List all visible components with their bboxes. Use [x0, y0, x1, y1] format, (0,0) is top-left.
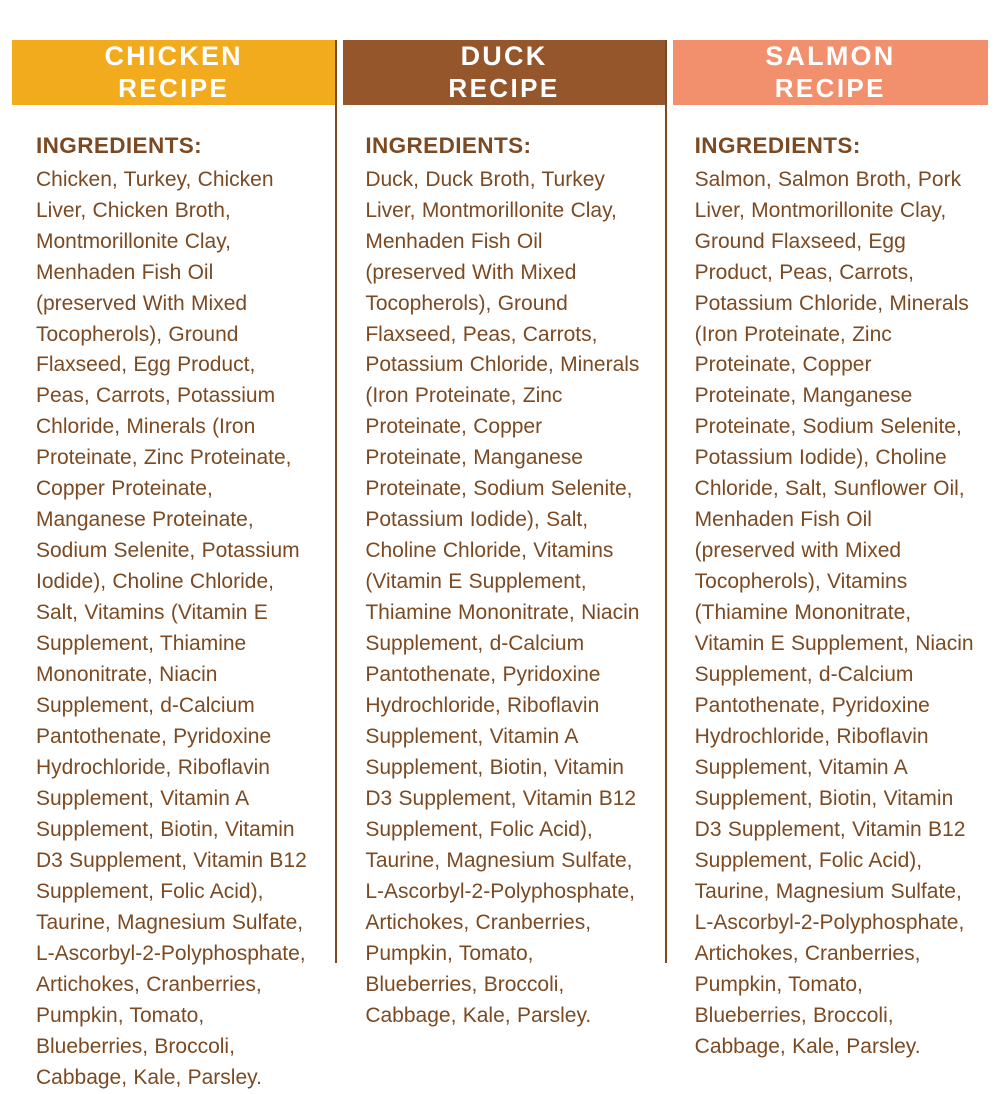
ingredients-label-chicken: INGREDIENTS:: [36, 132, 203, 158]
recipe-word-salmon: RECIPE: [774, 72, 886, 103]
recipe-name-salmon: SALMON: [765, 41, 896, 71]
recipe-body-salmon: [665, 105, 994, 1063]
ingredients-text-duck: Duck, Duck Broth, Turkey Liver, Montmorillonite Clay, Menhaden Fish Oil (preserved With Mixed Tocopherols), Ground Flaxseed, Peas, Carrots, Potassium Chloride, Minerals (Iron Proteinate, Zinc Proteinate, Copper Proteinate, Manganese Proteinate, Sodium Selenite, Potassium Iodide), Salt, Choline Chloride, Vitamins (Vitamin E Supplement, Thiamine Mononitrate, Niacin Supplement, d-Calcium Pantothenate, Pyridoxine Hydrochloride, Riboflavin Supplement, Vitamin A Supplement, Biotin, Vitamin D3 Supplement, Vitamin B12 Supplement, Folic Acid), Taurine, Magnesium Sulfate, L-Ascorbyl-2-Polyphosphate, Artichokes, Cranberries, Pumpkin, Tomato, Blueberries, Broccoli, Cabbage, Kale, Parsley.: [365, 167, 640, 1027]
recipe-header-duck: [343, 40, 664, 105]
recipe-name-chicken: CHICKEN: [104, 41, 243, 71]
ingredients-text-salmon: Salmon, Salmon Broth, Pork Liver, Montmorillonite Clay, Ground Flaxseed, Egg Product, Peas, Carrots, Potassium Chloride, Minerals (Iron Proteinate, Zinc Proteinate, Copper Proteinate, Manganese Proteinate, Sodium Selenite, Potassium Iodide), Choline Chloride, Salt, Sunflower Oil, Menhaden Fish Oil (preserved with Mixed Tocopherols), Vitamins (Thiamine Mononitrate, Vitamin E Supplement, Niacin Supplement, d-Calcium Pantothenate, Pyridoxine Hydrochloride, Riboflavin Supplement, Vitamin A Supplement, Biotin, Vitamin D3 Supplement, Vitamin B12 Supplement, Folic Acid), Taurine, Magnesium Sulfate, L-Ascorbyl-2-Polyphosphate, Artichokes, Cranberries, Pumpkin, Tomato, Blueberries, Broccoli, Cabbage, Kale, Parsley.: [694, 167, 974, 1058]
ingredients-text-chicken: Chicken, Turkey, Chicken Liver, Chicken Broth, Montmorillonite Clay, Menhaden Fish Oil (preserved With Mixed Tocopherols), Ground Flaxseed, Egg Product, Peas, Carrots, Potassium Chloride, Minerals (Iron Proteinate, Zinc Proteinate, Copper Proteinate, Manganese Proteinate, Sodium Selenite, Potassium Iodide), Choline Chloride, Salt, Vitamins (Vitamin E Supplement, Thiamine Mononitrate, Niacin Supplement, d-Calcium Pantothenate, Pyridoxine Hydrochloride, Riboflavin Supplement, Vitamin A Supplement, Biotin, Vitamin D3 Supplement, Vitamin B12 Supplement, Folic Acid), Taurine, Magnesium Sulfate, L-Ascorbyl-2-Polyphosphate, Artichokes, Cranberries, Pumpkin, Tomato, Blueberries, Broccoli, Cabbage, Kale, Parsley.: [36, 167, 307, 1089]
recipe-header-chicken: [12, 40, 335, 105]
recipe-word-duck: RECIPE: [448, 72, 560, 103]
recipe-column-chicken: [6, 0, 335, 1089]
recipe-column-duck: [335, 0, 664, 1027]
recipe-name-duck: DUCK: [460, 41, 548, 71]
ingredients-label-duck: INGREDIENTS:: [365, 132, 532, 158]
recipe-word-chicken: RECIPE: [118, 72, 230, 103]
ingredients-label-salmon: INGREDIENTS:: [694, 132, 861, 158]
recipe-column-salmon: [665, 0, 994, 1058]
recipe-body-duck: [335, 105, 664, 1032]
recipe-header-salmon: [673, 40, 988, 105]
recipe-body-chicken: [6, 105, 335, 1094]
